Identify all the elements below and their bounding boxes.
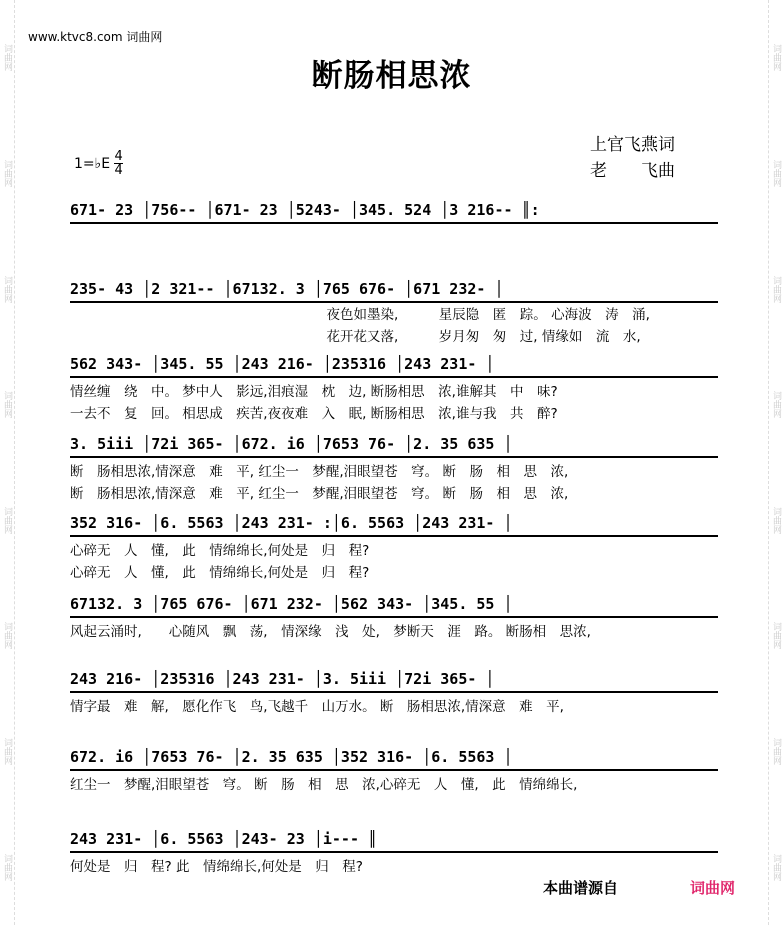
melody-line: 235- 43 │2 321-- │67132. 3 │765 676- │671 232- │ xyxy=(70,277,718,303)
lyric-line: 红尘一 梦醒,泪眼望苍 穹。 断 肠 相 思 浓,心碎无 人 懂, 此 情绵绵长, xyxy=(70,777,578,793)
lyric-line: 情丝缠 绕 中。 梦中人 影远,泪痕湿 枕 边, 断肠相思 浓,谁解其 中 味? xyxy=(70,384,558,400)
watermark: 词曲网 xyxy=(2,44,12,72)
watermark: 词曲网 xyxy=(771,391,781,419)
composer: 老 飞曲 xyxy=(590,161,675,181)
score-row xyxy=(70,592,720,640)
melody-line: 3. 5iii │72i 365- │672. i6 │7653 76- │2. 35 635 │ xyxy=(70,432,718,458)
lyric-line: 断 肠相思浓,情深意 难 平, 红尘一 梦醒,泪眼望苍 穹。 断 肠 相 思 浓, xyxy=(70,464,569,480)
score-row xyxy=(70,198,720,238)
melody-line: 672. i6 │7653 76- │2. 35 635 │352 316- │6. 5563 │ xyxy=(70,745,718,771)
lyric-line: 情字最 难 解, 愿化作飞 鸟,飞越千 山万水。 断 肠相思浓,情深意 难 平, xyxy=(70,699,564,715)
right-watermark-strip xyxy=(768,0,783,925)
watermark: 词曲网 xyxy=(771,853,781,881)
key-signature xyxy=(74,150,123,177)
melody-line: 671- 23 │756-- │671- 23 │5243- │345. 524 │3 216-- ║: xyxy=(70,198,718,224)
time-denominator: 4 xyxy=(114,163,123,178)
score-row xyxy=(70,745,720,793)
site-header[interactable] xyxy=(28,28,162,45)
lyric-line: 风起云涌时, 心随风 飘 荡, 情深缘 浅 处, 梦断天 涯 路。 断肠相 思浓, xyxy=(70,624,591,640)
key-label: 1=♭E xyxy=(74,155,111,172)
time-signature xyxy=(114,150,123,177)
melody-line: 243 216- │235316 │243 231- │3. 5iii │72i 365- │ xyxy=(70,667,718,693)
watermark: 词曲网 xyxy=(771,275,781,303)
melody-line: 562 343- │345. 55 │243 216- │235316 │243 231- │ xyxy=(70,352,718,378)
watermark: 词曲网 xyxy=(771,506,781,534)
lyricist: 上官飞燕词 xyxy=(590,135,675,155)
score-row xyxy=(70,511,720,581)
site-url[interactable]: www.ktvc8.com xyxy=(28,30,123,44)
lyric-line: 花开花又落, 岁月匆 匆 过, 情缘如 流 水, xyxy=(70,329,641,345)
watermark: 词曲网 xyxy=(2,275,12,303)
score-row xyxy=(70,352,720,422)
lyric-line: 一去不 复 回。 相思成 疾苦,夜夜难 入 眠, 断肠相思 浓,谁与我 共 醉? xyxy=(70,406,558,422)
watermark: 词曲网 xyxy=(2,738,12,766)
lyric-line: 夜色如墨染, 星辰隐 匿 踪。 心海波 涛 涌, xyxy=(70,307,650,323)
time-numerator: 4 xyxy=(114,149,123,164)
watermark: 词曲网 xyxy=(2,391,12,419)
footer-brand[interactable]: 词曲网 xyxy=(690,879,736,897)
lyric-line: 心碎无 人 懂, 此 情绵绵长,何处是 归 程? xyxy=(70,543,370,559)
song-title: 断肠相思浓 xyxy=(311,58,472,94)
score-row xyxy=(70,277,720,345)
watermark: 词曲网 xyxy=(2,853,12,881)
score-row xyxy=(70,432,720,502)
watermark: 词曲网 xyxy=(771,44,781,72)
credits xyxy=(590,132,675,184)
left-watermark-strip xyxy=(0,0,15,925)
watermark: 词曲网 xyxy=(2,622,12,650)
score-row xyxy=(70,667,720,715)
lyric-line: 断 肠相思浓,情深意 难 平, 红尘一 梦醒,泪眼望苍 穹。 断 肠 相 思 浓, xyxy=(70,486,569,502)
watermark: 词曲网 xyxy=(771,159,781,187)
lyric-line: 心碎无 人 懂, 此 情绵绵长,何处是 归 程? xyxy=(70,565,370,581)
site-name: 词曲网 xyxy=(126,30,163,44)
watermark: 词曲网 xyxy=(2,506,12,534)
lyric-line: 何处是 归 程? 此 情绵绵长,何处是 归 程? xyxy=(70,859,363,875)
watermark: 词曲网 xyxy=(771,622,781,650)
watermark: 词曲网 xyxy=(2,159,12,187)
watermark: 词曲网 xyxy=(771,738,781,766)
score-row xyxy=(70,827,720,875)
footer-source: 本曲谱源自 xyxy=(543,879,619,897)
melody-line: 67132. 3 │765 676- │671 232- │562 343- │345. 55 │ xyxy=(70,592,718,618)
melody-line: 243 231- │6. 5563 │243- 23 │i--- ║ xyxy=(70,827,718,853)
melody-line: 352 316- │6. 5563 │243 231- :│6. 5563 │243 231- │ xyxy=(70,511,718,537)
